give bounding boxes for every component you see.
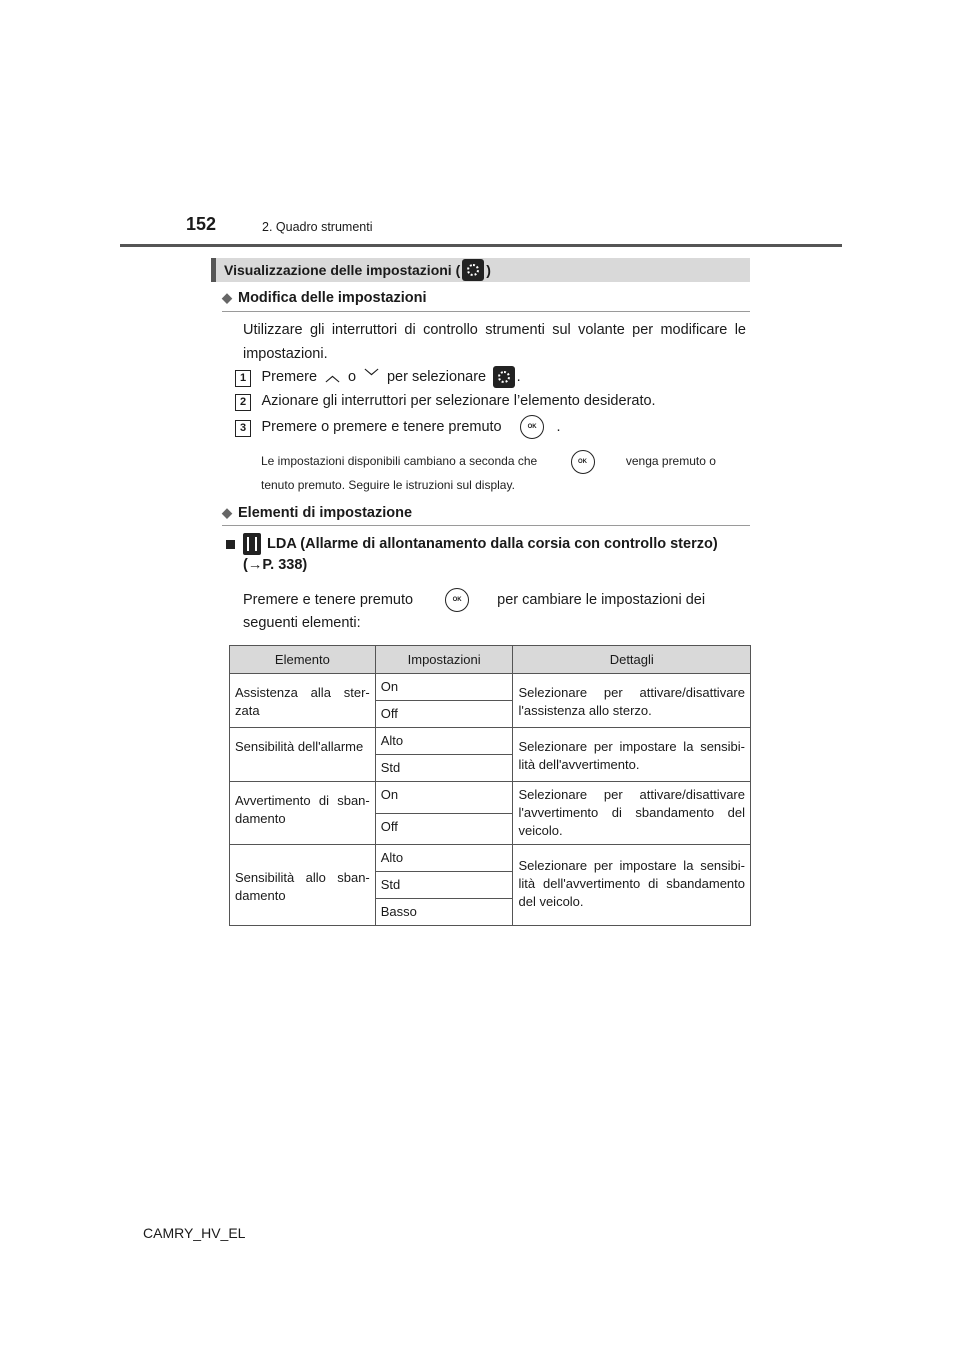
items-heading: ◆ Elementi di impostazione [222, 505, 413, 521]
ok-button-icon: OK [571, 450, 595, 474]
header-divider [120, 244, 842, 247]
section-header [211, 258, 750, 282]
settings-table [229, 645, 751, 926]
subhead-divider [222, 525, 750, 526]
modify-intro: Utilizzare gli interruttori di controllo strumenti sul volante per modificare le impostazioni. [243, 322, 746, 362]
section-title-prefix: Visualizzazione delle impostazioni ( [224, 262, 461, 278]
setting-cell: On [375, 782, 513, 814]
setting-cell: Std [375, 872, 513, 899]
step-2: 2 Azionare gli interruttori per selezionare l’elemento desiderato. [235, 392, 755, 411]
lda-page-ref: (→P. 338) [243, 557, 308, 573]
modify-heading: ◆ Modifica delle impostazioni [222, 290, 427, 306]
table-header-row [230, 646, 751, 674]
column-header: Elemento [230, 646, 376, 674]
ok-button-icon: OK [445, 588, 469, 612]
table-row [230, 728, 751, 755]
table-row [230, 845, 751, 872]
lane-departure-icon [243, 533, 261, 555]
element-cell: Sensibilità allo sban-damento [230, 845, 376, 926]
setting-cell: Off [375, 813, 513, 845]
details-cell: Selezionare per impostare la sensibi-lità dell'avvertimento. [513, 728, 751, 782]
setting-cell: On [375, 674, 513, 701]
settings-gear-icon [493, 366, 515, 388]
lda-instruction: Premere e tenere premuto OK per cambiare le impostazioni dei [243, 587, 746, 613]
diamond-bullet-icon: ◆ [222, 505, 232, 520]
setting-cell: Alto [375, 845, 513, 872]
element-cell: Sensibilità dell'allarme [230, 728, 376, 782]
setting-cell: Std [375, 755, 513, 782]
table-row [230, 674, 751, 701]
diamond-bullet-icon: ◆ [222, 290, 232, 305]
element-cell: Assistenza alla ster-zata [230, 674, 376, 728]
ok-button-icon: OK [520, 415, 544, 439]
step-1: 1 Premere ︿ o ﹀ per selezionare . [235, 366, 755, 388]
setting-cell: Alto [375, 728, 513, 755]
document-code: CAMRY_HV_EL [143, 1225, 246, 1241]
column-header: Dettagli [513, 646, 751, 674]
column-header: Impostazioni [375, 646, 513, 674]
details-cell: Selezionare per attivare/disattivare l'assistenza allo sterzo. [513, 674, 751, 728]
section-title-suffix: ) [486, 262, 491, 278]
square-bullet-icon [226, 540, 235, 549]
chevron-down-icon: ﹀ [364, 368, 379, 385]
table-row [230, 782, 751, 814]
subhead-divider [222, 311, 750, 312]
step-badge: 1 [235, 370, 251, 387]
step-badge: 2 [235, 394, 251, 411]
note-line-2: tenuto premuto. Seguire le istruzioni sul display. [261, 478, 515, 492]
lda-instruction-cont: seguenti elementi: [243, 615, 361, 631]
details-cell: Selezionare per attivare/disattivare l'avvertimento di sbandamento del veicolo. [513, 782, 751, 845]
chevron-up-icon: ︿ [325, 368, 340, 385]
setting-cell: Basso [375, 899, 513, 926]
settings-gear-icon [462, 259, 484, 281]
note-line-1: Le impostazioni disponibili cambiano a seconda che OK venga premuto o [261, 449, 746, 474]
lda-heading: LDA (Allarme di allontanamento dalla corsia con controllo sterzo) [226, 533, 748, 555]
element-cell: Avvertimento di sban-damento [230, 782, 376, 845]
setting-cell: Off [375, 701, 513, 728]
step-3: 3 Premere o premere e tenere premuto OK . [235, 415, 755, 439]
page-number: 152 [186, 214, 217, 234]
details-cell: Selezionare per impostare la sensibi-lità dell'avvertimento di sbandamento del veicolo. [513, 845, 751, 926]
chapter-title: 2. Quadro strumenti [262, 220, 373, 234]
step-badge: 3 [235, 420, 251, 437]
